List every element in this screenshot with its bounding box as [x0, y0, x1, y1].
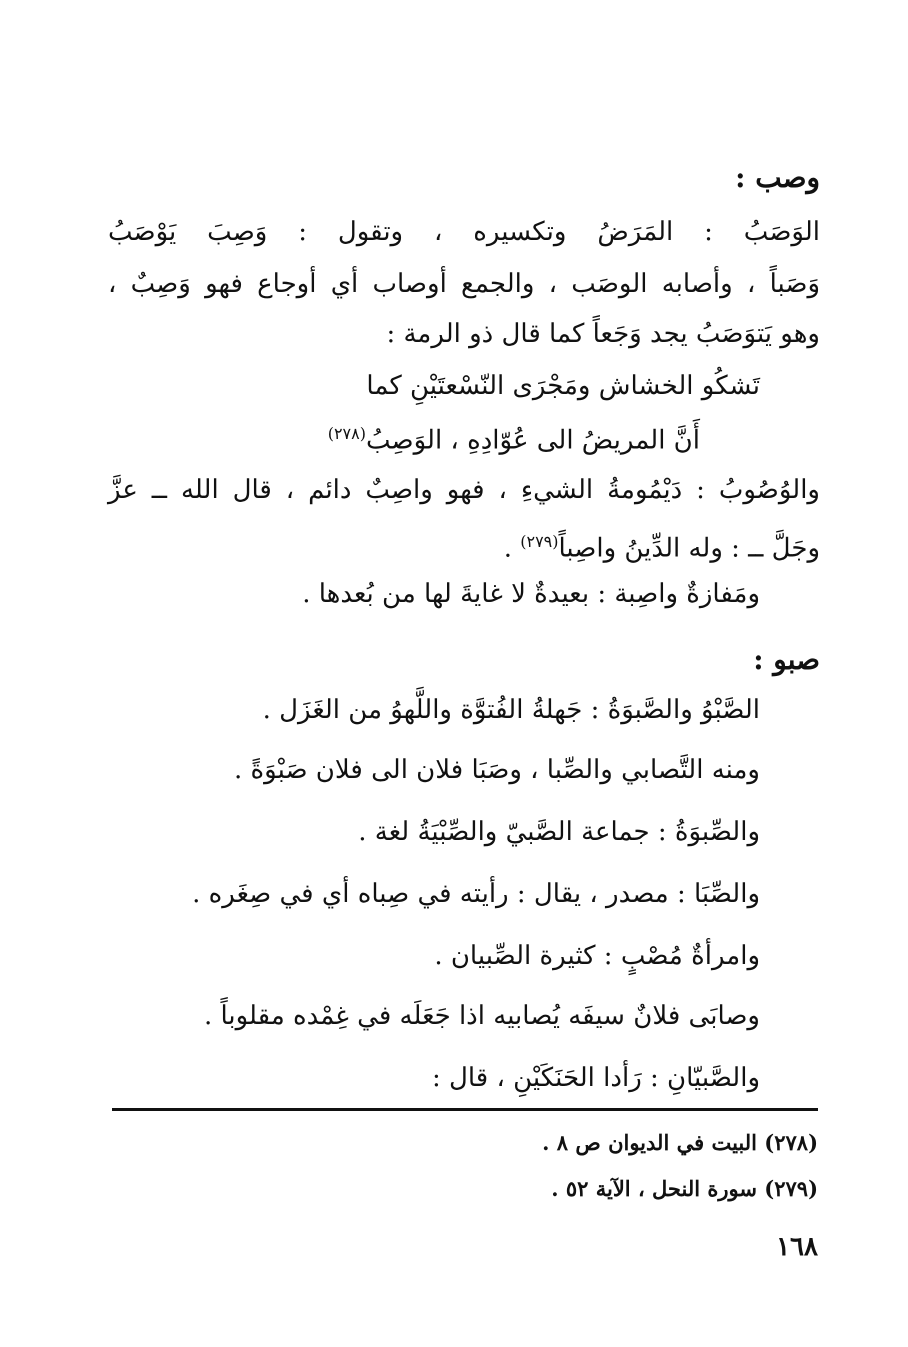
body-line: وَصَباً ، وأصابه الوصَب ، والجمع أوصاب أي أوجاع فهو وَصِبٌ ،: [108, 269, 820, 299]
footnote-divider: [112, 1108, 818, 1111]
footnote: (٢٧٨) البيت في الديوان ص ٨ .: [542, 1130, 818, 1155]
body-line: وصابَى فلانٌ سيفَه يُصابيه اذا جَعَلَه في غِمْده مقلوباً .: [203, 1001, 760, 1031]
page-number: ١٦٨: [776, 1232, 818, 1262]
body-line: والصِّبوَةُ : جماعة الصَّبيّ والصِّبْيَةُ لغة .: [358, 817, 760, 847]
entry-heading-wasab: وصب :: [735, 161, 820, 194]
verse-text: أَنَّ المريضُ الى عُوّادِهِ ، الوَصِبُ: [365, 425, 700, 456]
body-line: الوَصَبُ : المَرَضُ وتكسيره ، وتقول : وَصِبَ يَوْصَبُ: [108, 217, 820, 247]
footnote-ref: (٢٧٨): [327, 424, 366, 443]
body-line: والوُصُوبُ : دَيْمُومةُ الشيءِ ، فهو واصِبٌ دائم ، قال الله ــ عزَّ: [108, 475, 820, 505]
body-text: وجَلَّ ــ : وله الدِّينُ واصِباً: [558, 533, 820, 564]
entry-heading-sabw: صبو :: [753, 643, 820, 676]
body-line: [504, 522, 820, 569]
verse-line: تَشكُو الخشاش ومَجْرَى النّسْعتَيْنِ كما: [366, 371, 760, 401]
verse-line: [328, 414, 700, 461]
body-text-end: .: [503, 533, 521, 564]
body-line: الصَّبْوُ والصَّبوَةُ : جَهلةُ الفُتوَّة واللَّهوُ من الغَزَل .: [262, 695, 760, 725]
body-line: والصَّبيّانِ : رَأدا الحَنَكَيْنِ ، قال :: [431, 1063, 760, 1093]
body-line: وامرأةٌ مُصْبٍ : كثيرة الصِّبيان .: [434, 941, 760, 971]
body-line: ومنه التَّصابي والصِّبا ، وصَبَا فلان الى فلان صَبْوَةً .: [234, 755, 760, 785]
footnote: (٢٧٩) سورة النحل ، الآية ٥٢ .: [551, 1176, 818, 1201]
body-line: والصِّبَا : مصدر ، يقال : رأيته في صِباه أي في صِغَره .: [192, 879, 760, 909]
body-line: وهو يَتوَصَبُ يجد وَجَعاً كما قال ذو الرمة :: [386, 319, 820, 349]
body-line: ومَفازةٌ واصِبة : بعيدةٌ لا غايةَ لها من بُعدها .: [302, 579, 760, 609]
footnote-ref: (٢٧٩): [520, 532, 559, 551]
